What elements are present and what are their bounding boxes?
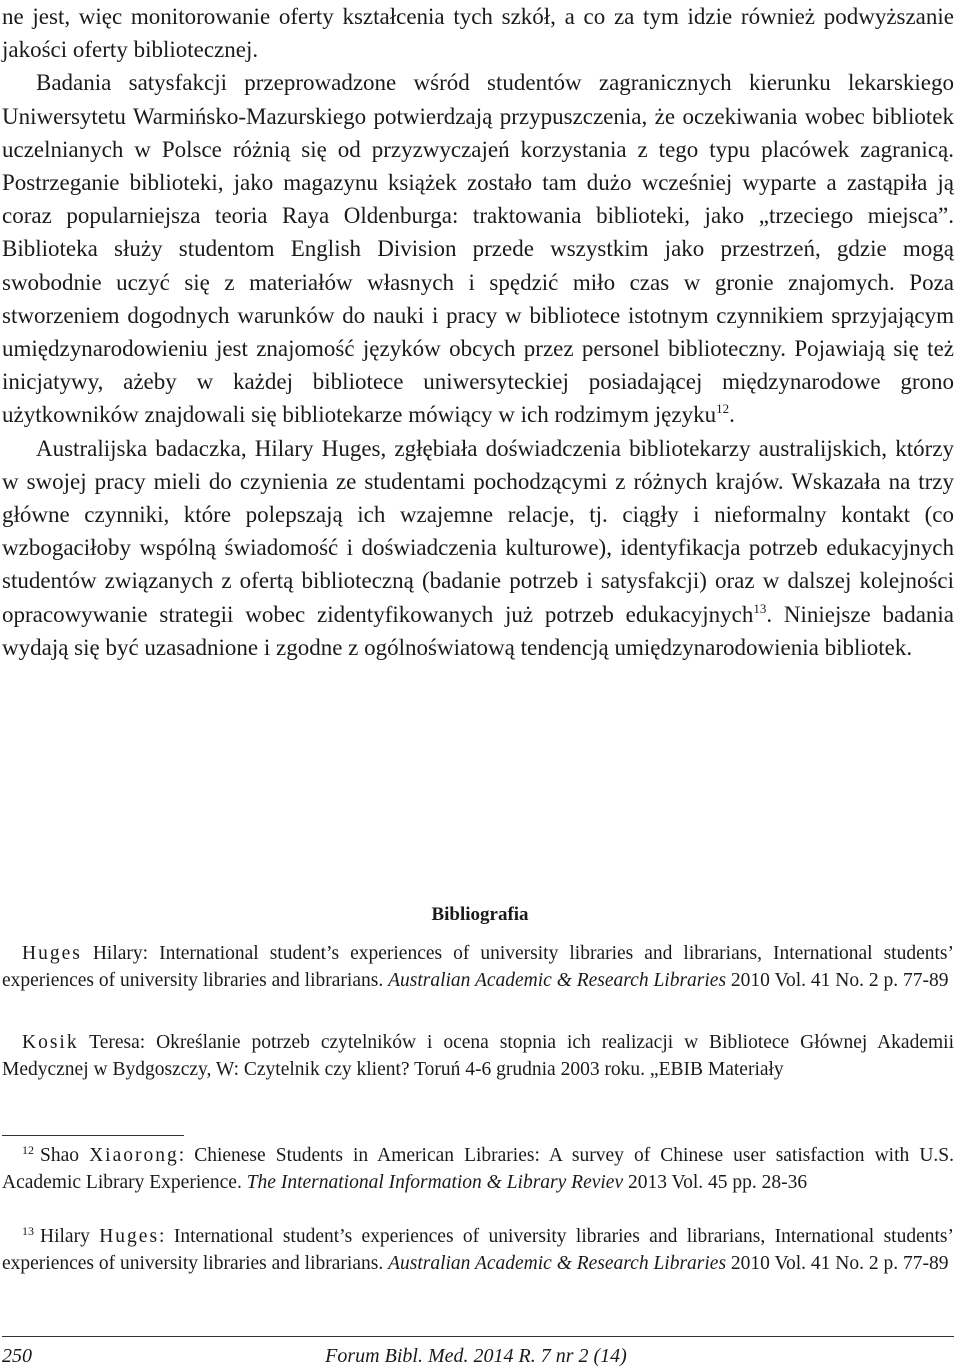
footer-separator [2, 1336, 954, 1337]
footnote-13 [2, 1224, 954, 1277]
bibliography-entry-text: Teresa: Określanie potrzeb czytelników i ocena stopnia ich realizacji w Bibliotece Głównej Akademii Medycznej w Bydgoszczy, W: Czytelnik czy klient? Toruń 4-6 grudnia 2003 roku. „EBIB Materiały [2, 1032, 954, 1080]
footnote-tail: 2013 Vol. 45 pp. 28-36 [623, 1171, 808, 1193]
bibliography-author: Huges [22, 943, 82, 964]
bibliography-heading: Bibliografia [431, 904, 529, 925]
bibliography-journal: Australian Academic & Research Libraries [388, 969, 727, 991]
footnote-author: Huges [99, 1226, 160, 1247]
footnote-author: Xiaorong [89, 1145, 179, 1166]
footnote-text: : International student’s experiences of university libraries and librarians, International students’ experiences of university libraries and librarians. [2, 1226, 954, 1274]
footnote-ref-13[interactable]: 13 [753, 600, 767, 616]
main-text [2, 0, 954, 664]
footnote-number: 13 [22, 1224, 34, 1238]
page-number: 250 [2, 1345, 32, 1367]
footnote-pre: Shao [40, 1145, 90, 1166]
footnote-separator [2, 1135, 184, 1136]
footnote-ref-12[interactable]: 12 [716, 401, 730, 417]
footnote-pre: Hilary [40, 1226, 100, 1247]
paragraph-library-satisfaction [2, 66, 954, 431]
bibliography-entry-kosik [2, 1030, 954, 1083]
footnote-text: : Chienese Students in American Libraries: A survey of Chinese user satisfaction with U.S. Academic Library Experience. [2, 1145, 954, 1193]
bibliography-entry-huges [2, 941, 954, 994]
paragraph-continuation [2, 0, 954, 66]
paragraph-3-end: . Niniejsze badania wydają się być uzasadnione i zgodne z ogólnoświatową tendencją umiędzynarodowienia bibliotek. [2, 601, 955, 660]
footnote-journal: The International Information & Library Reviev [246, 1171, 624, 1193]
paragraph-2-text: Badania satysfakcji przeprowadzone wśród studentów zagranicznych kierunku lekarskiego Uniwersytetu Warmińsko-Mazurskiego potwierdzają przypuszczenia, że oczekiwania wobec bibliotek uczelnianych w Polsce różnią się od przyzwyczajeń korzystania z tego typu placówek zagranicą. Postrzeganie biblioteki, jako magazynu książek zostało tam dużo wcześniej wyparte a zastąpiła ją coraz popularniejsza teoria Raya Oldenburga: traktowania biblioteki, jako „trzeciego miejsca”. Biblioteka służy studentom English Division przede wszystkim jako przestrzeń, gdzie mogą swobodnie uczyć się z materiałów własnych i spędzić miło czas w gronie znajomych. Poza stworzeniem dogodnych warunków do nauki i pracy w bibliotece istotnym czynnikiem sprzyjającym umiędzynarodowieniu jest znajomość języków obcych przez personel biblioteczny. Pojawiają się też inicjatywy, ażeby w każdej bibliotece uniwersyteckiej posiadającej międzynarodowe grono użytkowników znajdowali się bibliotekarze mówiący w ich rodzimym języku [2, 70, 954, 428]
footnote-journal: Australian Academic & Research Libraries [388, 1252, 727, 1274]
paragraph-huges-research [2, 432, 954, 664]
footnote-12 [2, 1143, 954, 1196]
paragraph-2-end: . [729, 402, 735, 428]
paragraph-1-text: ne jest, więc monitorowanie oferty kształcenia tych szkół, a co za tym idzie również podwyższanie jakości oferty bibliotecznej. [2, 4, 954, 63]
bibliography-entry-tail: 2010 Vol. 41 No. 2 p. 77-89 [726, 969, 949, 991]
footnote-tail: 2010 Vol. 41 No. 2 p. 77-89 [726, 1252, 949, 1274]
footnote-number: 12 [22, 1143, 34, 1157]
bibliography-author: Kosik [22, 1032, 79, 1053]
footer-journal-title: Forum Bibl. Med. 2014 R. 7 nr 2 (14) [325, 1345, 627, 1367]
bibliography-entry-text: Hilary: International student’s experiences of university libraries and librarians, International students’ experiences of university libraries and librarians. [2, 943, 954, 991]
paragraph-3-text: Australijska badaczka, Hilary Huges, zgłębiała doświadczenia bibliotekarzy australijskich, którzy w swojej pracy mieli do czynienia ze studentami pochodzącymi z różnych krajów. Wskazała na trzy główne czynniki, które polepszają ich wzajemne relacje, tj. ciągły i nieformalny kontakt (co wzbogaciłoby wspólną świadomość i doświadczenia kulturowe), identyfikacja potrzeb edukacyjnych studentów związanych z ofertą biblioteczną (badanie potrzeb i satysfakcji) oraz w dalszej kolejności opracowywanie strategii wobec zidentyfikowanych już potrzeb edukacyjnych [2, 435, 954, 627]
